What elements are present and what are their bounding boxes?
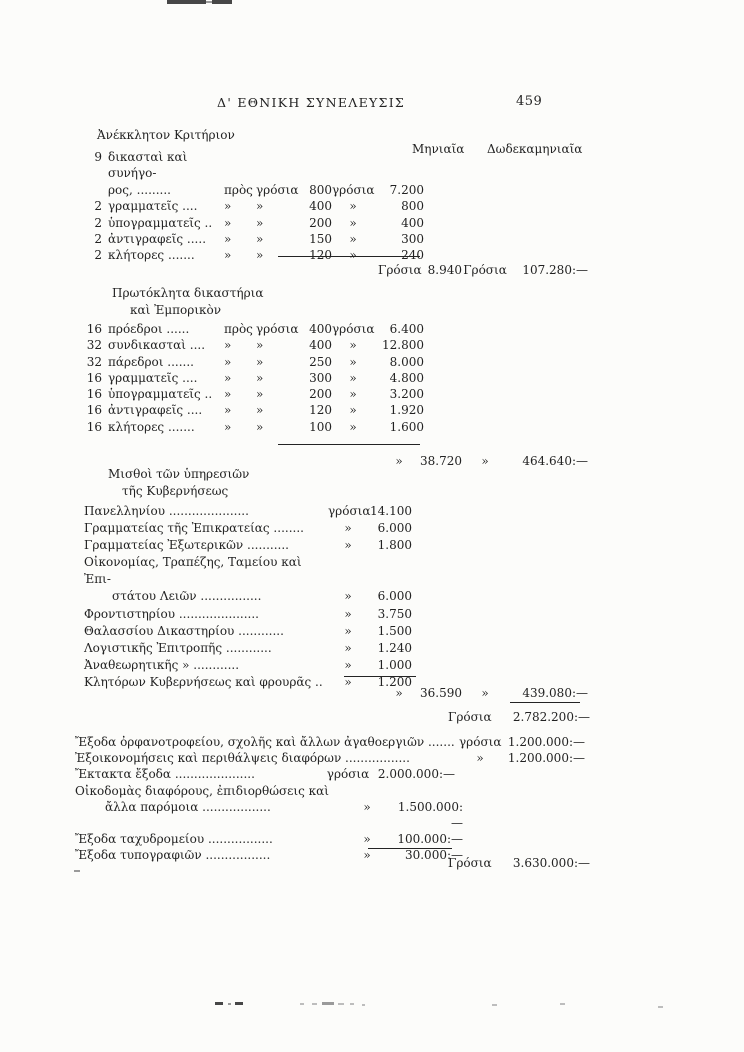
row-rate: 250 [309, 354, 332, 369]
item-amount: 100.000:— [397, 832, 463, 847]
item-amount: 6.000 [377, 589, 412, 604]
item-amount: 1.200.000:— [507, 735, 585, 749]
table-row [84, 419, 424, 435]
row-unit: » [256, 387, 264, 402]
courts-total-row [378, 454, 588, 468]
total-currency-label: Γρόσια [378, 263, 422, 277]
row-desc: κλήτορες ....... [108, 248, 195, 263]
row-unit: » [349, 354, 357, 369]
scan-artifact [658, 1006, 663, 1008]
total-currency-label: Γρόσια [448, 856, 492, 870]
row-unit [224, 149, 256, 182]
final-total-value: 3.630.000:— [512, 856, 590, 870]
row-desc: πρόεδροι ...... [108, 322, 190, 336]
sum-rule [344, 676, 416, 677]
total-ditto-mark: » [481, 686, 489, 700]
item-amount [368, 554, 412, 588]
scan-artifact [362, 1004, 365, 1006]
item-unit: » [344, 657, 352, 672]
row-unit: » [256, 248, 264, 263]
list-item [75, 766, 585, 782]
list-item [75, 783, 585, 799]
table-row [84, 402, 424, 418]
salaries-total-row [378, 686, 588, 700]
page-number: 459 [516, 94, 543, 109]
row-unit: » [256, 199, 264, 214]
list-item [75, 799, 585, 831]
row-amount: 8.000 [389, 354, 424, 369]
sum-rule [278, 444, 420, 445]
row-unit: » [224, 338, 232, 353]
scan-artifact [167, 0, 206, 4]
row-count: 2 [94, 199, 102, 214]
row-unit: » [256, 403, 264, 418]
item-desc: Θαλασσίου Δικαστηρίου ............ [84, 623, 284, 638]
row-amount: 6.400 [389, 322, 424, 336]
row-unit: » [224, 387, 232, 402]
row-unit [332, 149, 374, 182]
row-count: 2 [94, 248, 102, 263]
grand-total-row [448, 710, 590, 724]
section-heading: τῆς Κυβερνήσεως [122, 484, 229, 498]
table-row [84, 215, 424, 231]
table-row [84, 182, 424, 198]
row-unit: γρόσια [256, 182, 299, 197]
item-unit: » [344, 538, 352, 553]
section-courts-heading [84, 285, 263, 319]
table-row [84, 354, 424, 370]
row-unit: γρόσια [256, 322, 299, 336]
total-currency-label: Γρόσια [463, 263, 507, 277]
row-unit: » [224, 354, 232, 369]
row-unit: » [256, 354, 264, 369]
row-unit: » [224, 215, 232, 230]
row-rate [298, 149, 332, 182]
list-item [84, 657, 412, 674]
section-heading: καὶ Ἐμπορικὸν [130, 303, 222, 317]
item-unit: » [344, 674, 352, 689]
row-amount: 12.800 [382, 338, 424, 353]
item-unit: » [344, 640, 352, 655]
list-item [84, 537, 412, 554]
row-unit: » [256, 232, 264, 247]
appeals-total-row [378, 263, 588, 277]
item-desc: Ἐξοικονομήσεις καὶ περιθάλψεις διαφόρων ................. [75, 751, 410, 766]
total-ditto-mark: » [481, 454, 489, 468]
row-amount [374, 149, 424, 182]
item-desc: Ἔκτακτα ἔξοδα ..................... [75, 767, 255, 782]
row-unit: » [256, 370, 264, 385]
section-heading: Ἀνέκκλητον Κριτήριον [97, 128, 235, 142]
item-unit [459, 783, 501, 799]
row-count: 16 [86, 370, 102, 385]
row-count: 32 [86, 338, 102, 353]
row-rate: 300 [309, 370, 332, 385]
row-desc: ὑπογραμματεῖς .. [108, 387, 213, 402]
table-row [84, 386, 424, 402]
row-count [84, 182, 102, 198]
sum-rule [368, 848, 452, 849]
section-heading: Πρωτόκλητα δικαστήρια [112, 286, 264, 300]
row-unit: » [349, 215, 357, 230]
row-amount: 400 [401, 215, 424, 230]
row-unit: » [349, 387, 357, 402]
row-count: 32 [86, 354, 102, 369]
list-item [84, 588, 412, 605]
sum-rule [510, 702, 580, 703]
item-amount: 1.000 [377, 657, 412, 672]
item-unit: γρόσια [459, 735, 502, 749]
row-unit: » [256, 338, 264, 353]
row-rate: 800 [309, 182, 332, 197]
scan-artifact [312, 1003, 317, 1005]
scan-artifact [338, 1003, 344, 1005]
row-rate: 400 [309, 322, 332, 336]
item-desc: Οἰκονομίας, Τραπέζης, Ταμείου καὶ Ἐπι- [84, 555, 302, 587]
row-desc: κλήτορες ....... [108, 419, 195, 434]
item-unit: » [344, 606, 352, 621]
row-unit: πρὸς [224, 182, 253, 197]
item-amount: 1.200 [377, 674, 412, 689]
scan-artifact [215, 1002, 223, 1005]
table-row [84, 198, 424, 214]
list-item [84, 606, 412, 623]
table-row [84, 149, 424, 182]
row-unit: » [224, 248, 232, 263]
item-amount [501, 783, 585, 799]
final-total-row [448, 856, 590, 870]
item-unit: γρόσια [326, 767, 370, 782]
row-unit: » [224, 403, 232, 418]
table-row [84, 321, 424, 337]
list-item [84, 640, 412, 657]
total-yearly-value: 107.280:— [522, 263, 588, 277]
item-desc: Ἔξοδα ταχυδρομείου ................. [75, 832, 273, 847]
row-amount: 240 [401, 248, 424, 263]
row-desc: δικασταὶ καὶ συνήγο- [108, 150, 188, 181]
courts-table [84, 321, 424, 435]
row-unit: » [224, 370, 232, 385]
row-rate: 120 [309, 403, 332, 418]
scan-artifact [560, 1003, 565, 1005]
item-desc: ἄλλα παρόμοια .................. [105, 799, 271, 814]
row-count: 16 [86, 322, 102, 336]
row-count: 16 [86, 387, 102, 402]
row-unit: γρόσια [332, 322, 375, 336]
grand-total-value: 2.782.200:— [512, 710, 590, 724]
row-desc: συνδικασταὶ .... [108, 338, 206, 353]
row-desc: ἀντιγραφεῖς ..... [108, 232, 207, 247]
item-desc: Οἰκοδομὰς διαφόρους, ἐπιδιορθώσεις καὶ [75, 783, 329, 798]
scan-artifact [300, 1003, 304, 1005]
row-rate: 400 [309, 338, 332, 353]
row-rate: 400 [309, 199, 332, 214]
row-unit: » [224, 199, 232, 214]
item-desc: Λογιστικῆς Ἐπιτροπῆς ............ [84, 640, 272, 655]
row-unit: » [349, 248, 357, 263]
row-unit: » [349, 232, 357, 247]
total-ditto-mark: » [395, 454, 403, 468]
item-desc: Κλητόρων Κυβερνήσεως καὶ φρουρᾶς .. [84, 674, 323, 689]
table-row [84, 231, 424, 247]
item-amount: 14.100 [370, 504, 412, 518]
item-unit: » [344, 521, 352, 536]
row-rate: 100 [309, 419, 332, 434]
row-desc: πάρεδροι ....... [108, 354, 194, 369]
item-desc: Γραμματείας τῆς Ἐπικρατείας ........ [84, 521, 304, 536]
row-unit: » [349, 338, 357, 353]
list-item [75, 750, 585, 766]
row-unit: » [349, 199, 357, 214]
item-unit [328, 554, 368, 588]
scan-artifact [212, 0, 232, 4]
row-amount: 300 [401, 232, 424, 247]
row-amount: 7.200 [389, 182, 424, 197]
item-amount: 1.500.000:— [397, 799, 463, 831]
item-unit: γρόσια [328, 504, 371, 518]
table-row [84, 370, 424, 386]
scan-artifact [350, 1003, 354, 1005]
list-item [75, 734, 585, 750]
row-count: 16 [86, 403, 102, 418]
page-header-title: Δ' ΕΘΝΙΚΗ ΣΥΝΕΛΕΥΣΙΣ [217, 95, 406, 110]
row-amount: 3.200 [389, 387, 424, 402]
item-desc: Ἔξοδα τυπογραφιῶν ................. [75, 848, 271, 863]
table-row [84, 337, 424, 353]
total-monthly-value: 36.590 [420, 686, 462, 700]
item-unit: » [363, 799, 371, 814]
item-desc: Φροντιστηρίου ..................... [84, 606, 259, 621]
row-rate: 200 [309, 387, 332, 402]
list-item [84, 554, 412, 588]
total-currency-label: Γρόσια [448, 710, 492, 724]
row-unit: » [349, 419, 357, 434]
item-desc: Πανελληνίου ..................... [84, 504, 249, 518]
item-desc: Ἀναθεωρητικῆς » ............ [84, 657, 240, 672]
list-item [75, 831, 585, 847]
row-count: 2 [94, 232, 102, 247]
row-amount: 1.920 [389, 403, 424, 418]
row-unit: » [349, 370, 357, 385]
item-amount: 6.000 [377, 521, 412, 536]
total-yearly-value: 464.640:— [522, 454, 588, 468]
item-amount: 3.750 [377, 606, 412, 621]
row-desc: ἀντιγραφεῖς .... [108, 403, 203, 418]
item-unit: » [344, 623, 352, 638]
item-amount: 1.240 [377, 640, 412, 655]
row-amount: 800 [401, 199, 424, 214]
section-appeals-court [84, 127, 424, 264]
item-unit: » [363, 832, 371, 847]
item-desc: Ἔξοδα ὀρφανοτροφείου, σχολῆς καὶ ἄλλων ἀγαθοεργιῶν ....... [75, 735, 455, 749]
total-ditto-mark: » [395, 686, 403, 700]
item-amount: 1.200.000:— [507, 751, 585, 766]
row-unit: » [349, 403, 357, 418]
row-unit: » [256, 215, 264, 230]
row-rate: 200 [309, 215, 332, 230]
list-item [84, 503, 412, 520]
expenses-list [75, 734, 585, 864]
row-unit: » [224, 419, 232, 434]
salaries-list [84, 503, 412, 691]
row-rate: 120 [309, 248, 332, 263]
sum-rule [278, 256, 420, 257]
row-count: 16 [86, 419, 102, 434]
total-monthly-value: 38.720 [420, 454, 462, 468]
row-desc: ρος, ......... [108, 182, 171, 197]
item-desc: στάτου Λειῶν ................ [112, 589, 262, 604]
row-unit: γρόσια [332, 182, 375, 197]
item-amount: 30.000:— [404, 848, 463, 863]
item-unit: » [363, 848, 371, 863]
scan-artifact [228, 1003, 231, 1005]
row-unit: » [256, 419, 264, 434]
list-item [84, 520, 412, 537]
total-yearly-value: 439.080:— [522, 686, 588, 700]
scan-artifact [235, 1002, 243, 1005]
item-amount: 1.500 [377, 623, 412, 638]
list-item [84, 623, 412, 640]
row-count: 2 [94, 215, 102, 230]
scan-artifact [74, 870, 80, 872]
section-heading: Μισθοὶ τῶν ὑπηρεσιῶν [108, 467, 250, 481]
row-desc: γραμματεῖς .... [108, 370, 198, 385]
item-unit: » [344, 589, 352, 604]
scan-artifact [322, 1002, 334, 1005]
column-header-twelve-monthly: Δωδεκαμηνιαῖα [487, 142, 583, 156]
row-amount: 1.600 [389, 419, 424, 434]
row-unit: » [224, 232, 232, 247]
row-desc: γραμματεῖς .... [108, 199, 198, 214]
item-amount: 1.800 [377, 538, 412, 553]
item-unit: » [476, 751, 484, 766]
row-unit: πρὸς [224, 322, 253, 336]
item-desc: Γραμματείας Ἐξωτερικῶν ........... [84, 538, 289, 553]
section-salaries-heading [84, 466, 249, 500]
row-rate: 150 [309, 232, 332, 247]
row-amount: 4.800 [389, 370, 424, 385]
appeals-table [84, 149, 424, 264]
row-unit [256, 149, 298, 182]
row-count: 9 [94, 150, 102, 164]
total-monthly-value: 8.940 [427, 263, 462, 277]
column-header-monthly: Μηνιαῖα [412, 142, 465, 156]
item-amount: 2.000.000:— [377, 767, 455, 782]
row-desc: ὑπογραμματεῖς .. [108, 215, 213, 230]
scan-artifact [492, 1004, 497, 1006]
